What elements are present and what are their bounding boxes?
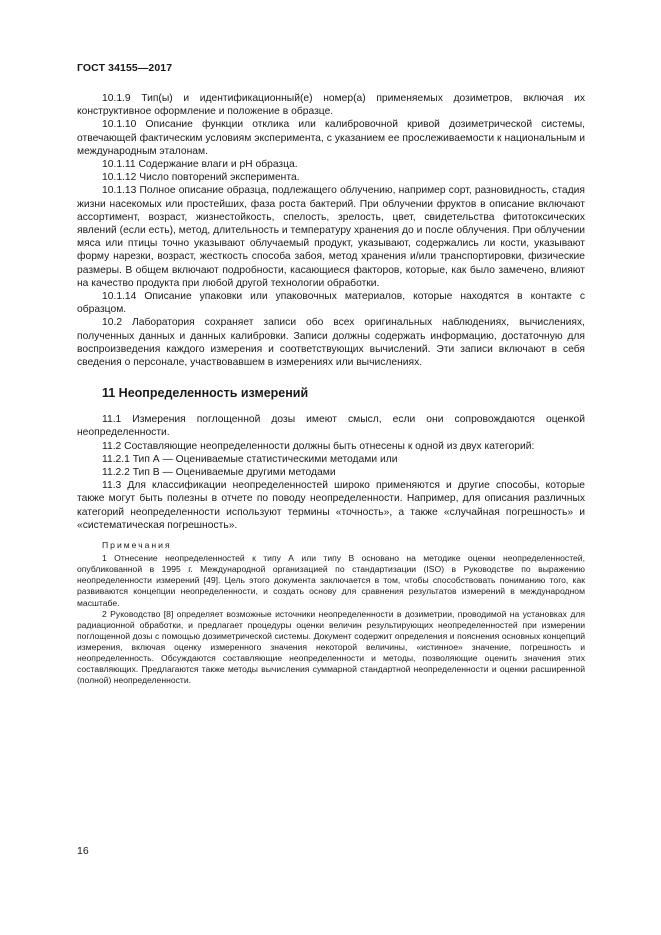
paragraph: 11.2.1 Тип А — Оцениваемые статистическими методами или xyxy=(102,453,398,465)
document-header: ГОСТ 34155—2017 xyxy=(77,62,173,74)
paragraph: 11.2 Составляющие неопределенности должны быть отнесены к одной из двух категорий: xyxy=(102,440,535,452)
paragraph: 11.2.2 Тип В — Оцениваемые другими методами xyxy=(102,467,336,479)
document-body xyxy=(77,92,585,686)
page-number: 16 xyxy=(77,845,89,857)
notes-block xyxy=(77,540,585,686)
paragraph: 10.1.10 Описание функции отклика или калибровочной кривой дозиметрической системы, отвечающей фактическим условиям эксперимента, с указанием ее прослеживаемости к национальным и международным эталонам. xyxy=(77,119,585,157)
note-item: 2 Руководство [8] определяет возможные источники неопределенности в дозиметрии, проводимой на установках для радиационной обработки, и предлагает процедуры оценки величин результирующих неопределенностей при измерении поглощенной дозы с помощью дозиметрической системы. Документ содержит определения и пояснения основных концепций измерения, включая оценку измеренного значения некоторой величины, «истинное» значение, погрешность и неопределенность. Обсуждаются составляющие неопределенности и методы, позволяющие оценить значения этих составляющих. Предлагаются также методы вычисления суммарной стандартной неопределенности и оценки расширенной (полной) неопределенности. xyxy=(77,608,585,686)
paragraph: 11.1 Измерения поглощенной дозы имеют смысл, если они сопровождаются оценкой неопределенности. xyxy=(77,414,585,439)
paragraph: 11.3 Для классификации неопределенностей широко применяются и другие способы, которые также могут быть полезны в отчете по поводу неопределенности. Например, для описания различных категорий неопределенности используют термины «точность», а также «случайная погрешность» и «систематическая погрешность». xyxy=(77,480,585,531)
section-title: 11 Неопределенность измерений xyxy=(102,386,309,401)
paragraph: 10.1.13 Полное описание образца, подлежащего облучению, например сорт, разновидность, стадия жизни насекомых или простейших, фаза роста бактерий. При облучении фруктов в описание включают ассортимент, возраст, жизнестойкость, спелость, зрелость, цвет, свидетельства фитотоксических явлений (если есть), метод, длительность и температуру хранения до и после облучения. При облучении мяса или птицы точно указывают облучаемый продукт, указывают, содержались ли кости, указывают форму нарезки, возраст, жесткость способа забоя, метод хранения и/или транспортировки, физические размеры. В общем включают подробности, касающиеся факторов, которые, как было замечено, влияют на качество продукта при любой другой технологии обработки. xyxy=(77,185,585,289)
paragraph: 10.2 Лаборатория сохраняет записи обо всех оригинальных наблюдениях, вычислениях, полученных данных и данных калибровки. Записи должны содержать информацию, достаточную для воспроизведения каждого измерения и соответствующих вычислений. Эти записи включают в себя сведения о персонале, участвовавшем в измерениях или вычислениях. xyxy=(77,317,585,369)
paragraph: 10.1.11 Содержание влаги и pH образца. xyxy=(102,159,298,171)
note-item: 1 Отнесение неопределенностей к типу А или типу В основано на методике оценки неопределенностей, опубликованной в 1995 г. Международной организацией по стандартизации (ISO) в Руководстве по выражению неопределенности измерений [49]. Цель этого документа заключается в том, чтобы способствовать пониманию того, как развиваются концепции неопределенности, и создать основу для сравнения результатов измерений в международном масштабе. xyxy=(77,553,585,608)
notes-heading: Примечания xyxy=(102,540,172,551)
paragraph: 10.1.9 Тип(ы) и идентификационный(е) номер(а) применяемых дозиметров, включая их конструктивное оформление и положение в образце. xyxy=(77,93,585,118)
paragraph: 10.1.12 Число повторений эксперимента. xyxy=(102,172,300,184)
paragraph: 10.1.14 Описание упаковки или упаковочных материалов, которые находятся в контакте с образцом. xyxy=(77,291,585,316)
